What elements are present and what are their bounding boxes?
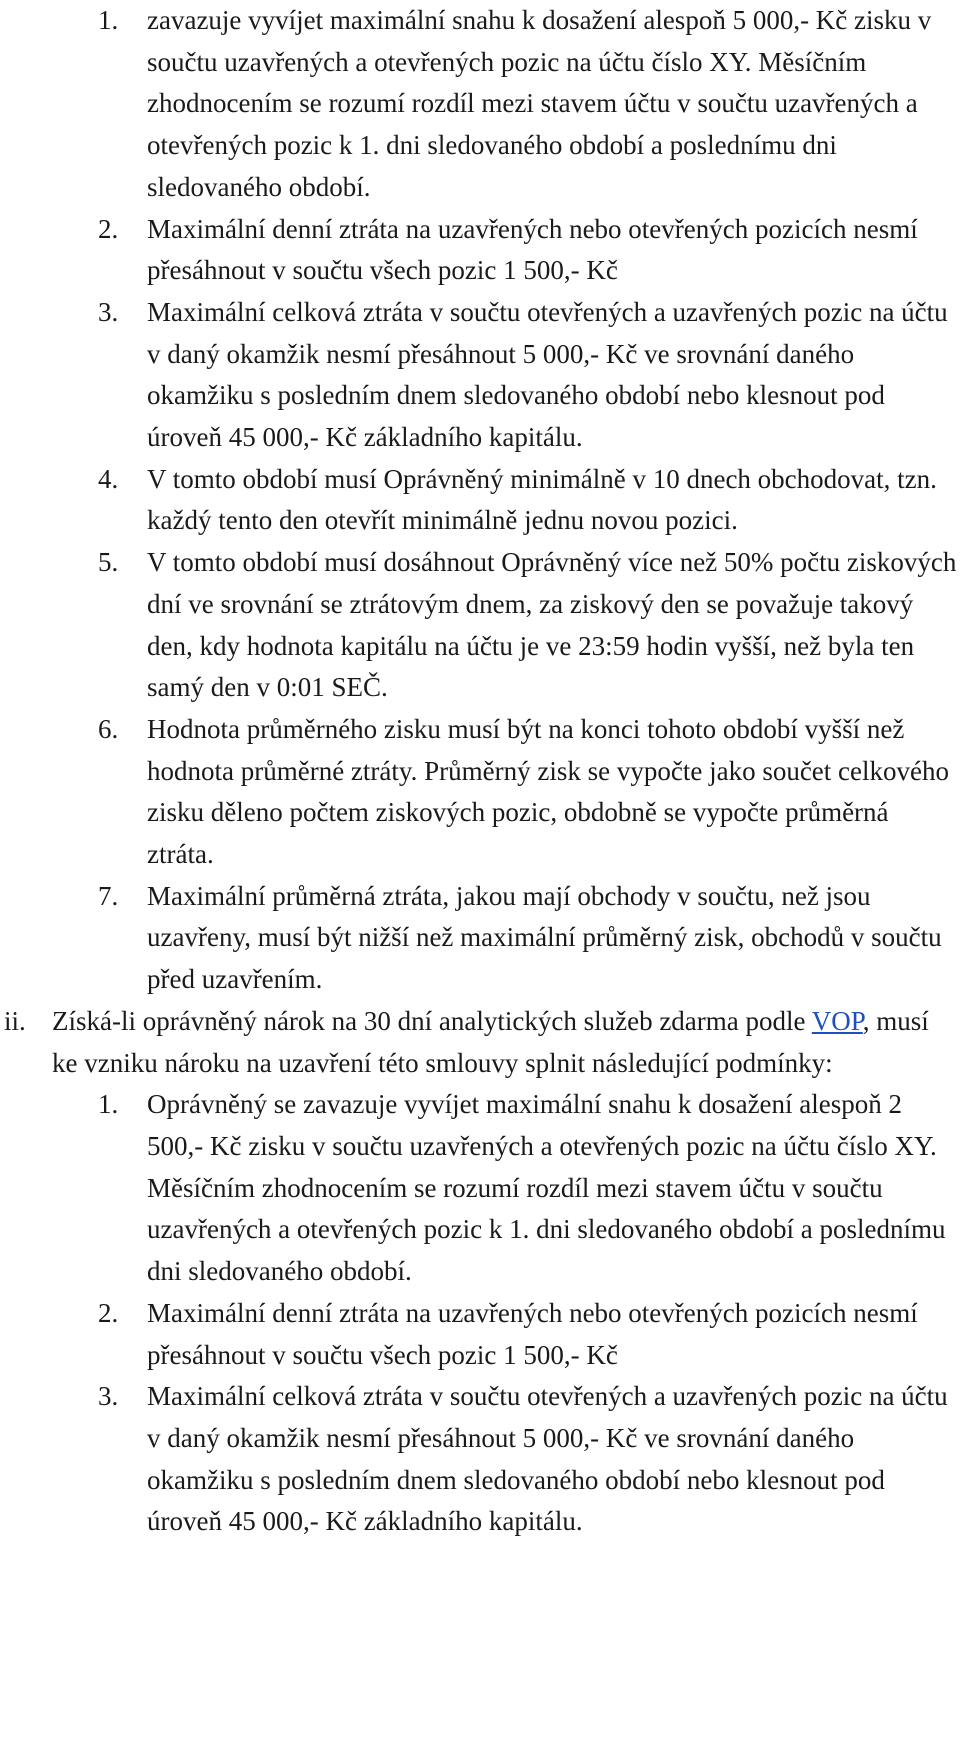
- list-item: [0, 209, 960, 292]
- section-number: ii.: [4, 1005, 26, 1036]
- list-item-number: 1.: [98, 5, 119, 35]
- list-item-number: 2.: [98, 1297, 119, 1328]
- list-item-text: Maximální průměrná ztráta, jakou mají obchody v součtu, než jsou uzavřeny, musí být nižší než maximální průměrný zisk, obchodů v součtu před uzavřením.: [147, 880, 942, 995]
- list-item-text: Hodnota průměrného zisku musí být na konci tohoto období vyšší než hodnota průměrné ztráty. Průměrný zisk se vypočte jako součet celkového zisku děleno počtem ziskových pozic, obdobně se vypočte průměrná ztráta.: [147, 713, 949, 870]
- list-item-text: zavazuje vyvíjet maximální snahu k dosažení alespoň 5 000,- Kč zisku v součtu uzavřených a otevřených pozic na účtu číslo XY. Měsíčním zhodnocením se rozumí rozdíl mezi stavem účtu v součtu uzavřených a otevřených pozic k 1. dni sledovaného období a poslednímu dni sledovaného období.: [147, 5, 932, 202]
- list-item: [0, 0, 960, 209]
- list-item-text: Oprávněný se zavazuje vyvíjet maximální snahu k dosažení alespoň 2 500,- Kč zisku v součtu uzavřených a otevřených pozic na účtu číslo XY. Měsíčním zhodnocením se rozumí rozdíl mezi stavem účtu v součtu uzavřených a otevřených pozic k 1. dni sledovaného období a poslednímu dni sledovaného období.: [147, 1089, 946, 1287]
- list-item-number: 1.: [98, 1089, 119, 1120]
- list-item-number: 4.: [98, 463, 119, 494]
- list-item-number: 2.: [98, 213, 119, 244]
- section-text-before-link: Získá-li oprávněný nárok na 30 dní analytických služeb zdarma podle: [52, 1005, 812, 1036]
- list-item: [0, 542, 960, 709]
- list-item-text: Maximální denní ztráta na uzavřených nebo otevřených pozicích nesmí přesáhnout v součtu všech pozic 1 500,- Kč: [147, 1297, 918, 1370]
- list-item-text: V tomto období musí Oprávněný minimálně v 10 dnech obchodovat, tzn. každý tento den otevřít minimálně jednu novou pozici.: [147, 463, 937, 536]
- list-item-number: 3.: [98, 1381, 119, 1412]
- list-item-number: 3.: [98, 296, 119, 327]
- vop-link[interactable]: VOP: [811, 1005, 863, 1036]
- list-item: [0, 1084, 960, 1293]
- list-item: [0, 1376, 960, 1543]
- section-text-after-link: , musí ke vzniku nároku na uzavření této smlouvy splnit následující podmínky:: [52, 1005, 929, 1078]
- list-item: [0, 876, 960, 1001]
- list-item: [0, 292, 960, 459]
- section-ii: [0, 1001, 960, 1084]
- list-item-text: Maximální celková ztráta v součtu otevřených a uzavřených pozic na účtu v daný okamžik nesmí přesáhnout 5 000,- Kč ve srovnání daného okamžiku s posledním dnem sledovaného období nebo klesnout pod úroveň 45 000,- Kč základního kapitálu.: [147, 296, 948, 453]
- section-text: [52, 1001, 960, 1084]
- list-item-number: 5.: [98, 547, 119, 578]
- list-item-number: 7.: [98, 880, 119, 911]
- list-item: [0, 709, 960, 876]
- list-item-text: V tomto období musí dosáhnout Oprávněný více než 50% počtu ziskových dní ve srovnání se ztrátovým dnem, za ziskový den se považuje takový den, kdy hodnota kapitálu na účtu je ve 23:59 hodin vyšší, než byla ten samý den v 0:01 SEČ.: [147, 547, 957, 703]
- list-item-text: Maximální denní ztráta na uzavřených nebo otevřených pozicích nesmí přesáhnout v součtu všech pozic 1 500,- Kč: [147, 213, 918, 286]
- list-item: [0, 1293, 960, 1376]
- list-item-text: Maximální celková ztráta v součtu otevřených a uzavřených pozic na účtu v daný okamžik nesmí přesáhnout 5 000,- Kč ve srovnání daného okamžiku s posledním dnem sledovaného období nebo klesnout pod úroveň 45 000,- Kč základního kapitálu.: [147, 1381, 948, 1537]
- list-item: [0, 459, 960, 542]
- list-item-number: 6.: [98, 713, 119, 744]
